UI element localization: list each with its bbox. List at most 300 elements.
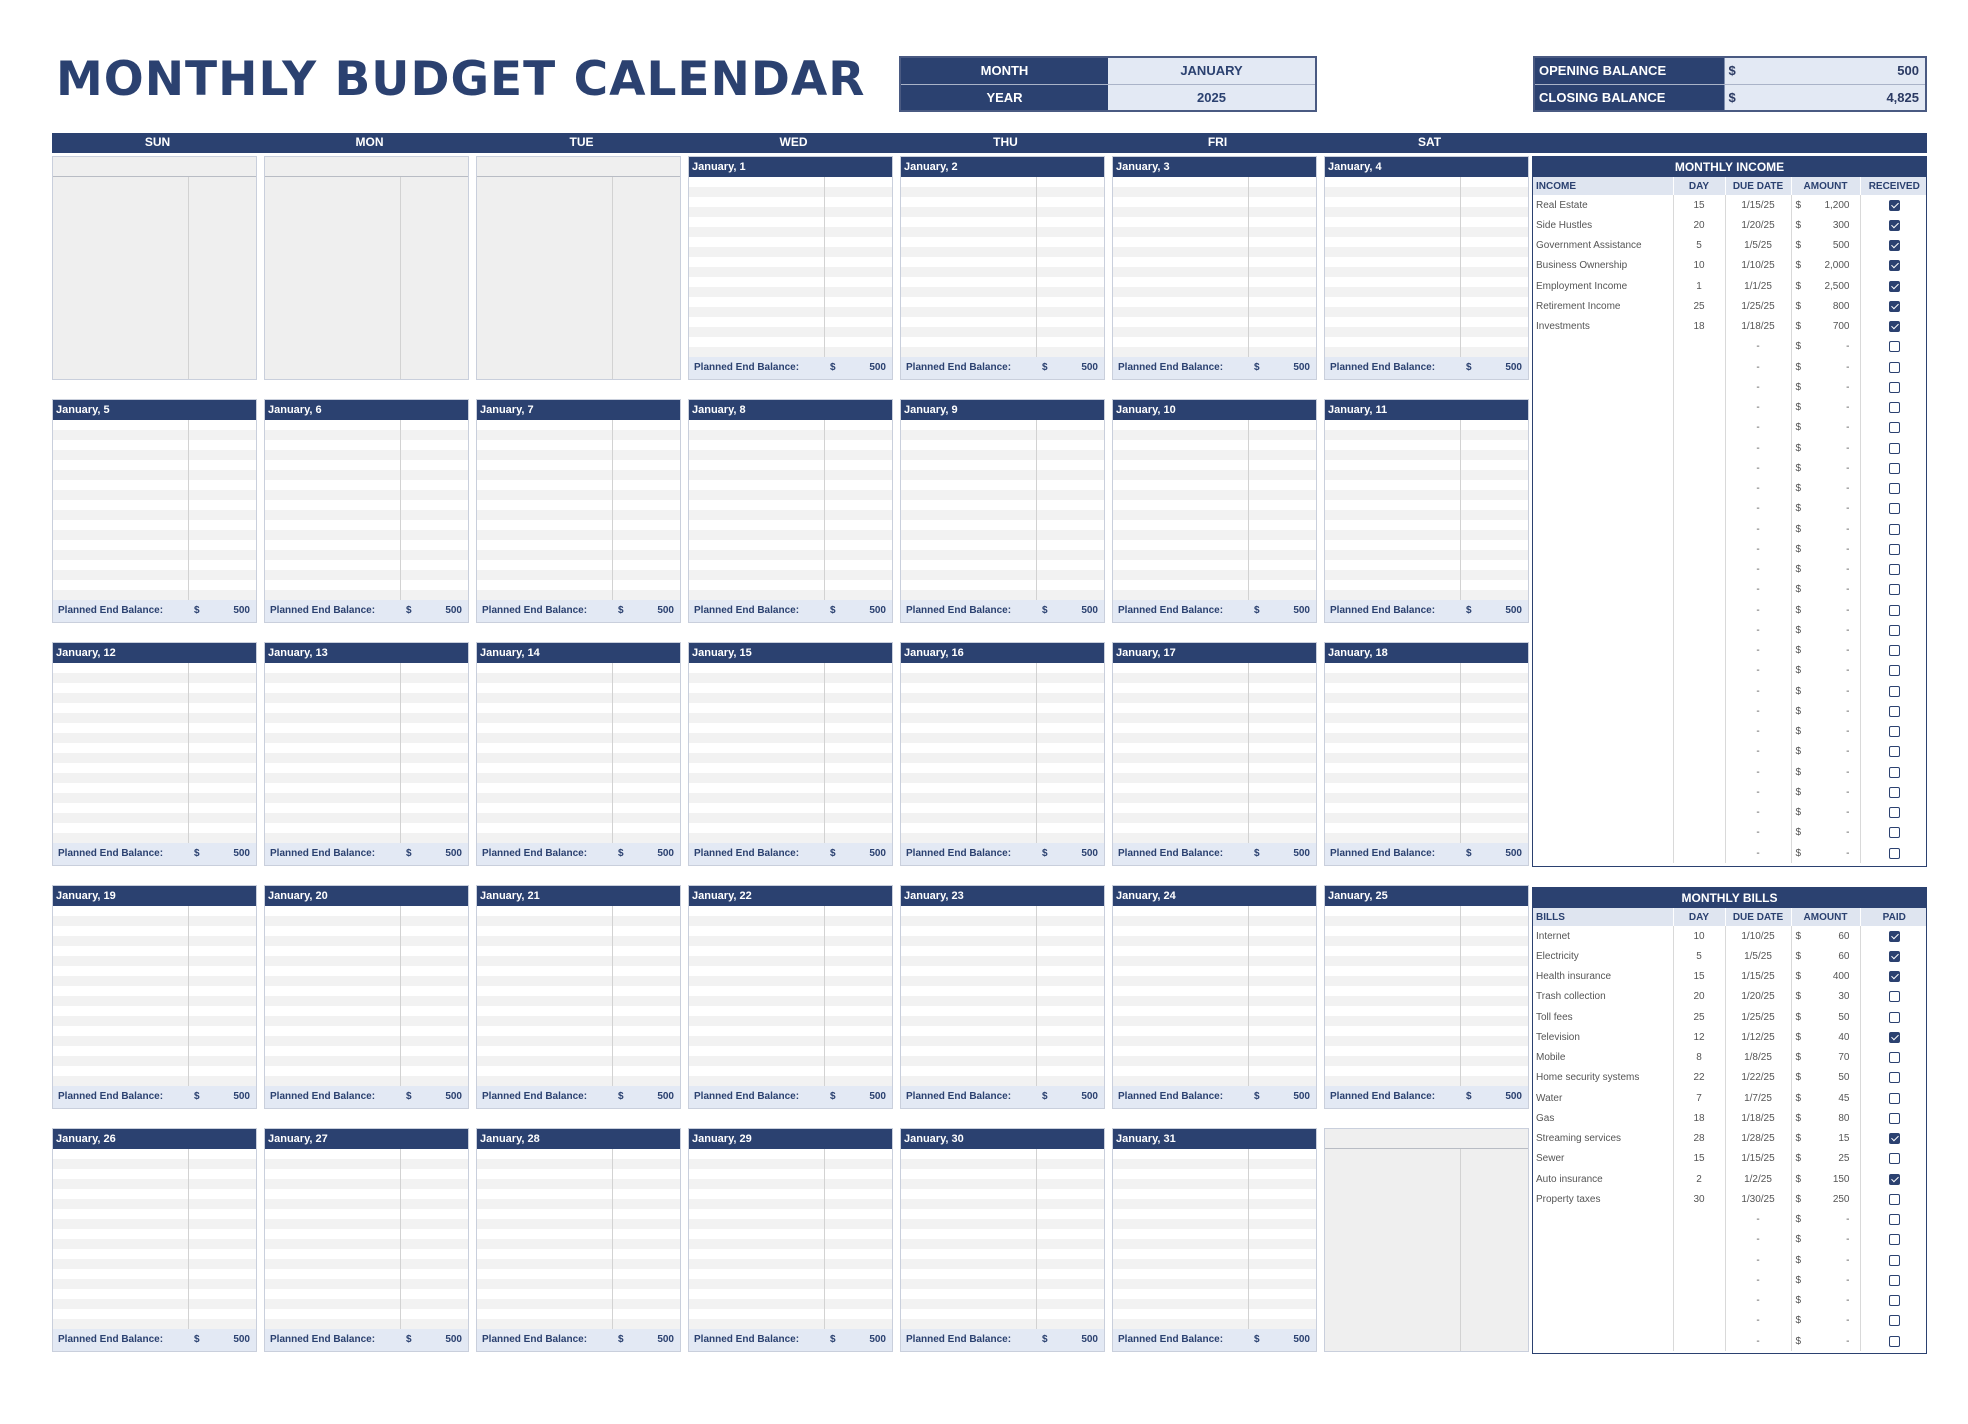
day-entries[interactable] [689,906,892,1086]
checkbox-icon[interactable] [1889,1194,1900,1205]
income-amount[interactable] [1791,276,1860,296]
income-day[interactable] [1673,742,1725,762]
income-status [1860,418,1927,438]
bills-amount[interactable] [1791,1210,1860,1230]
income-amount[interactable] [1791,823,1860,843]
income-status [1860,722,1927,742]
checkbox-icon[interactable] [1889,260,1900,271]
bills-amount[interactable] [1791,946,1860,966]
checkbox-icon[interactable] [1889,220,1900,231]
bills-day[interactable]: 15 [1673,967,1725,987]
day-entries[interactable] [477,420,680,600]
bills-day[interactable]: 25 [1673,1007,1725,1027]
income-day[interactable] [1673,661,1725,681]
bills-amount[interactable] [1791,926,1860,946]
income-day[interactable] [1673,560,1725,580]
checkbox-icon[interactable] [1889,503,1900,514]
income-name[interactable] [1533,398,1673,418]
checkbox-icon[interactable] [1889,991,1900,1002]
checkbox-icon[interactable] [1889,625,1900,636]
income-name[interactable] [1533,641,1673,661]
checkbox-icon[interactable] [1889,665,1900,676]
income-day[interactable] [1673,539,1725,559]
bills-day[interactable]: 20 [1673,987,1725,1007]
income-amount-value: 800 [1832,300,1850,312]
income-name[interactable] [1533,560,1673,580]
day-entries[interactable] [689,177,892,357]
income-name[interactable] [1533,519,1673,539]
year-value[interactable]: 2025 [1108,84,1316,111]
bills-day[interactable]: 28 [1673,1129,1725,1149]
bills-amount[interactable] [1791,1068,1860,1088]
income-amount[interactable] [1791,296,1860,316]
income-name[interactable]: Business Ownership [1536,260,1628,272]
income-name[interactable] [1533,803,1673,823]
currency-symbol: $ [1795,847,1802,859]
income-amount[interactable] [1791,317,1860,337]
bills-name[interactable]: Streaming services [1536,1133,1622,1145]
checkbox-icon[interactable] [1889,746,1900,757]
planned-end-balance-value: 500 [1293,362,1310,373]
checkbox-icon[interactable] [1889,1012,1900,1023]
bills-name[interactable]: Electricity [1536,950,1579,962]
checkbox-icon[interactable] [1889,767,1900,778]
bills-name[interactable] [1533,1331,1673,1351]
income-row [1533,438,1927,458]
income-name[interactable] [1533,681,1673,701]
income-row [1533,377,1927,397]
day-entries[interactable] [1113,420,1316,600]
bills-name[interactable]: Gas [1536,1112,1555,1124]
checkbox-icon[interactable] [1889,301,1900,312]
day-entries[interactable] [477,663,680,843]
income-day[interactable] [1673,843,1725,863]
day-entries[interactable] [901,420,1104,600]
currency-symbol: $ [1795,1234,1802,1246]
bills-due-date: - [1725,1250,1791,1270]
income-name[interactable] [1533,499,1673,519]
day-header: January, 14 [477,643,680,663]
planned-end-balance-label: Planned End Balance: [1118,605,1224,616]
checkbox-icon[interactable] [1889,281,1900,292]
income-day[interactable] [1673,458,1725,478]
checkbox-icon[interactable] [1889,1052,1900,1063]
income-name[interactable] [1533,742,1673,762]
income-name[interactable] [1533,418,1673,438]
bills-status [1860,1149,1927,1169]
bills-amount[interactable] [1791,1088,1860,1108]
income-amount[interactable] [1791,398,1860,418]
income-amount[interactable] [1791,499,1860,519]
checkbox-icon[interactable] [1889,382,1900,393]
day-entries[interactable] [265,663,468,843]
planned-end-balance-row [53,1086,256,1108]
income-amount[interactable] [1791,641,1860,661]
income-day[interactable]: 5 [1673,236,1725,256]
income-amount[interactable] [1791,458,1860,478]
checkbox-icon[interactable] [1889,1133,1900,1144]
bills-name[interactable]: Trash collection [1536,991,1606,1003]
checkbox-icon[interactable] [1889,1336,1900,1347]
income-amount-value: - [1846,381,1850,393]
income-status [1860,519,1927,539]
currency-symbol: $ [1795,564,1802,576]
bills-amount[interactable] [1791,1311,1860,1331]
planned-end-balance-label: Planned End Balance: [482,1091,588,1102]
bills-day[interactable] [1673,1230,1725,1250]
bills-amount[interactable] [1791,1331,1860,1351]
bills-day[interactable] [1673,1270,1725,1290]
column-divider [188,177,189,379]
day-entries[interactable] [689,1149,892,1329]
income-amount[interactable] [1791,479,1860,499]
income-day[interactable] [1673,782,1725,802]
bills-amount[interactable] [1791,1291,1860,1311]
day-entries[interactable] [265,906,468,1086]
income-amount[interactable] [1791,762,1860,782]
bills-day[interactable]: 7 [1673,1088,1725,1108]
income-day[interactable] [1673,701,1725,721]
income-name[interactable]: Investments [1536,321,1590,333]
checkbox-icon[interactable] [1889,1072,1900,1083]
income-amount[interactable] [1791,701,1860,721]
bills-amount[interactable] [1791,1189,1860,1209]
bills-name[interactable] [1533,1311,1673,1331]
income-day[interactable] [1673,641,1725,661]
income-status [1860,539,1927,559]
income-name[interactable] [1533,458,1673,478]
checkbox-icon[interactable] [1889,1174,1900,1185]
bills-col-day: DAY [1673,908,1725,926]
bills-status [1860,1250,1927,1270]
income-name[interactable]: Retirement Income [1536,300,1621,312]
day-entries[interactable] [901,1149,1104,1329]
income-name[interactable]: Government Assistance [1536,240,1642,252]
day-entries[interactable] [1113,177,1316,357]
bill-row [1533,1270,1927,1290]
bills-day[interactable]: 10 [1673,926,1725,946]
income-day[interactable] [1673,580,1725,600]
checkbox-icon[interactable] [1889,1255,1900,1266]
income-amount[interactable] [1791,438,1860,458]
bills-day[interactable] [1673,1210,1725,1230]
checkbox-icon[interactable] [1889,341,1900,352]
checkbox-icon[interactable] [1889,848,1900,859]
income-amount[interactable] [1791,256,1860,276]
day-entries[interactable] [265,1149,468,1329]
bills-day[interactable] [1673,1331,1725,1351]
bill-row [1533,1108,1927,1128]
bills-name[interactable] [1533,1210,1673,1230]
checkbox-icon[interactable] [1889,931,1900,942]
income-amount[interactable] [1791,337,1860,357]
day-entries[interactable] [1113,663,1316,843]
checkbox-icon[interactable] [1889,422,1900,433]
day-entries[interactable] [1325,663,1528,843]
bills-name[interactable]: Water [1536,1092,1563,1104]
checkbox-icon[interactable] [1889,1153,1900,1164]
bills-amount[interactable] [1791,1048,1860,1068]
bills-amount[interactable] [1791,1250,1860,1270]
income-name[interactable] [1533,438,1673,458]
day-entries[interactable] [477,177,680,379]
bills-day[interactable]: 30 [1673,1189,1725,1209]
income-amount[interactable] [1791,600,1860,620]
income-amount[interactable] [1791,418,1860,438]
income-day[interactable] [1673,600,1725,620]
day-entries[interactable] [689,420,892,600]
income-name[interactable]: Side Hustles [1536,219,1593,231]
bills-day[interactable] [1673,1291,1725,1311]
checkbox-icon[interactable] [1889,1295,1900,1306]
bills-amount[interactable] [1791,967,1860,987]
column-divider [188,420,189,622]
income-day[interactable] [1673,377,1725,397]
day-entries[interactable] [1113,1149,1316,1329]
bills-name[interactable]: Health insurance [1536,971,1612,983]
bills-day[interactable]: 8 [1673,1048,1725,1068]
checkbox-icon[interactable] [1889,240,1900,251]
bills-amount-value: 15 [1838,1133,1850,1145]
income-amount[interactable] [1791,519,1860,539]
checkbox-icon[interactable] [1889,200,1900,211]
empty-day-cell [264,156,469,380]
day-entries[interactable] [901,906,1104,1086]
checkbox-icon[interactable] [1889,827,1900,838]
bills-name[interactable]: Sewer [1536,1153,1565,1165]
day-entries[interactable] [53,177,256,379]
income-amount[interactable] [1791,236,1860,256]
income-name[interactable] [1533,762,1673,782]
income-amount[interactable] [1791,782,1860,802]
day-entries[interactable] [53,420,256,600]
income-amount[interactable] [1791,681,1860,701]
bills-name[interactable]: Home security systems [1536,1072,1640,1084]
checkbox-icon[interactable] [1889,362,1900,373]
bills-name[interactable] [1533,1270,1673,1290]
day-entries[interactable] [901,663,1104,843]
income-name[interactable] [1533,661,1673,681]
bills-day[interactable]: 2 [1673,1169,1725,1189]
income-amount[interactable] [1791,195,1860,215]
day-entries[interactable] [265,420,468,600]
income-day[interactable] [1673,337,1725,357]
day-cell [1112,399,1317,623]
income-amount[interactable] [1791,620,1860,640]
day-entries[interactable] [265,177,468,379]
bills-day[interactable]: 15 [1673,1149,1725,1169]
income-day[interactable] [1673,499,1725,519]
income-status [1860,256,1927,276]
income-day[interactable] [1673,762,1725,782]
bills-amount[interactable] [1791,1129,1860,1149]
checkbox-icon[interactable] [1889,524,1900,535]
income-amount-value: - [1846,604,1850,616]
bills-amount[interactable] [1791,1027,1860,1047]
bills-status [1860,1068,1927,1088]
bills-name[interactable]: Television [1536,1031,1580,1043]
bills-amount[interactable] [1791,1230,1860,1250]
bills-amount[interactable] [1791,1108,1860,1128]
income-amount[interactable] [1791,357,1860,377]
income-amount[interactable] [1791,742,1860,762]
bills-day[interactable]: 5 [1673,946,1725,966]
bills-amount[interactable] [1791,1007,1860,1027]
checkbox-icon[interactable] [1889,584,1900,595]
day-entries[interactable] [53,906,256,1086]
bills-name[interactable]: Internet [1536,930,1570,942]
income-name[interactable] [1533,823,1673,843]
bills-name[interactable]: Mobile [1536,1052,1566,1064]
checkbox-icon[interactable] [1889,321,1900,332]
income-amount-value: - [1846,705,1850,717]
checkbox-icon[interactable] [1889,483,1900,494]
income-name[interactable] [1533,782,1673,802]
income-day[interactable] [1673,681,1725,701]
income-amount[interactable] [1791,722,1860,742]
checkbox-icon[interactable] [1889,463,1900,474]
bills-day[interactable]: 18 [1673,1108,1725,1128]
checkbox-icon[interactable] [1889,951,1900,962]
day-entries[interactable] [901,177,1104,357]
income-day[interactable]: 18 [1673,317,1725,337]
income-name[interactable] [1533,377,1673,397]
income-amount[interactable] [1791,539,1860,559]
income-name[interactable] [1533,600,1673,620]
income-name[interactable]: Employment Income [1536,280,1628,292]
day-entries[interactable] [53,663,256,843]
income-amount[interactable] [1791,661,1860,681]
bills-day[interactable] [1673,1311,1725,1331]
checkbox-icon[interactable] [1889,971,1900,982]
income-amount[interactable] [1791,377,1860,397]
income-name[interactable] [1533,580,1673,600]
income-day[interactable] [1673,722,1725,742]
income-amount[interactable] [1791,843,1860,863]
income-name[interactable] [1533,539,1673,559]
income-day[interactable] [1673,823,1725,843]
bills-name[interactable] [1533,1230,1673,1250]
bill-row [1533,1210,1927,1230]
checkbox-icon[interactable] [1889,807,1900,818]
income-amount[interactable] [1791,580,1860,600]
bills-amount[interactable] [1791,1149,1860,1169]
bills-day[interactable]: 22 [1673,1068,1725,1088]
checkbox-icon[interactable] [1889,1113,1900,1124]
month-value[interactable]: JANUARY [1108,57,1316,84]
income-name[interactable] [1533,843,1673,863]
checkbox-icon[interactable] [1889,605,1900,616]
income-day[interactable] [1673,803,1725,823]
day-entries[interactable] [1113,906,1316,1086]
bills-day[interactable] [1673,1250,1725,1270]
currency-symbol: $ [1795,726,1802,738]
checkbox-icon[interactable] [1889,1093,1900,1104]
income-name[interactable] [1533,620,1673,640]
bills-name[interactable]: Auto insurance [1536,1173,1603,1185]
income-amount[interactable] [1791,803,1860,823]
income-name[interactable] [1533,337,1673,357]
income-name[interactable] [1533,701,1673,721]
day-entries[interactable] [1325,420,1528,600]
bills-name[interactable] [1533,1291,1673,1311]
income-day[interactable]: 1 [1673,276,1725,296]
day-entries[interactable] [689,663,892,843]
income-row [1533,823,1927,843]
day-entries[interactable] [1325,906,1528,1086]
checkbox-icon[interactable] [1889,1214,1900,1225]
bills-name[interactable]: Property taxes [1536,1193,1601,1205]
checkbox-icon[interactable] [1889,706,1900,717]
income-day[interactable] [1673,438,1725,458]
income-amount-value: - [1846,645,1850,657]
income-status [1860,236,1927,256]
day-entries[interactable] [1325,177,1528,357]
checkbox-icon[interactable] [1889,645,1900,656]
bills-amount[interactable] [1791,1270,1860,1290]
income-day[interactable]: 15 [1673,195,1725,215]
checkbox-icon[interactable] [1889,787,1900,798]
income-day[interactable]: 10 [1673,256,1725,276]
checkbox-icon[interactable] [1889,402,1900,413]
opening-balance-value[interactable]: 500 [1744,57,1926,84]
day-cell [900,642,1105,866]
bills-day[interactable]: 12 [1673,1027,1725,1047]
income-day[interactable] [1673,418,1725,438]
day-entries[interactable] [53,1149,256,1329]
bills-amount[interactable] [1791,987,1860,1007]
checkbox-icon[interactable] [1889,564,1900,575]
day-entries[interactable] [1325,1149,1528,1351]
checkbox-icon[interactable] [1889,1032,1900,1043]
income-amount[interactable] [1791,560,1860,580]
bills-amount[interactable] [1791,1169,1860,1189]
bill-row [1533,1311,1927,1331]
income-name[interactable] [1533,722,1673,742]
bills-name[interactable] [1533,1250,1673,1270]
checkbox-icon[interactable] [1889,1315,1900,1326]
bills-amount-value: 40 [1838,1031,1850,1043]
checkbox-icon[interactable] [1889,544,1900,555]
income-day[interactable] [1673,398,1725,418]
checkbox-icon[interactable] [1889,1234,1900,1245]
planned-end-balance-value: 500 [233,605,250,616]
income-day[interactable]: 25 [1673,296,1725,316]
income-day[interactable] [1673,357,1725,377]
income-day[interactable] [1673,519,1725,539]
checkbox-icon[interactable] [1889,686,1900,697]
checkbox-icon[interactable] [1889,1275,1900,1286]
income-amount[interactable] [1791,215,1860,235]
planned-end-balance-value: 500 [1293,1091,1310,1102]
bills-name[interactable]: Toll fees [1536,1011,1573,1023]
checkbox-icon[interactable] [1889,443,1900,454]
planned-end-balance-row [901,1086,1104,1108]
bills-amount-value: 400 [1832,971,1850,983]
income-name[interactable] [1533,357,1673,377]
day-entries[interactable] [477,906,680,1086]
day-entries[interactable] [477,1149,680,1329]
currency-symbol: $ [1466,605,1472,616]
checkbox-icon[interactable] [1889,726,1900,737]
income-name[interactable]: Real Estate [1536,199,1588,211]
day-cell [1112,885,1317,1109]
income-day[interactable] [1673,620,1725,640]
planned-end-balance-label: Planned End Balance: [270,1091,376,1102]
income-name[interactable] [1533,479,1673,499]
income-day[interactable] [1673,479,1725,499]
income-day[interactable]: 20 [1673,215,1725,235]
